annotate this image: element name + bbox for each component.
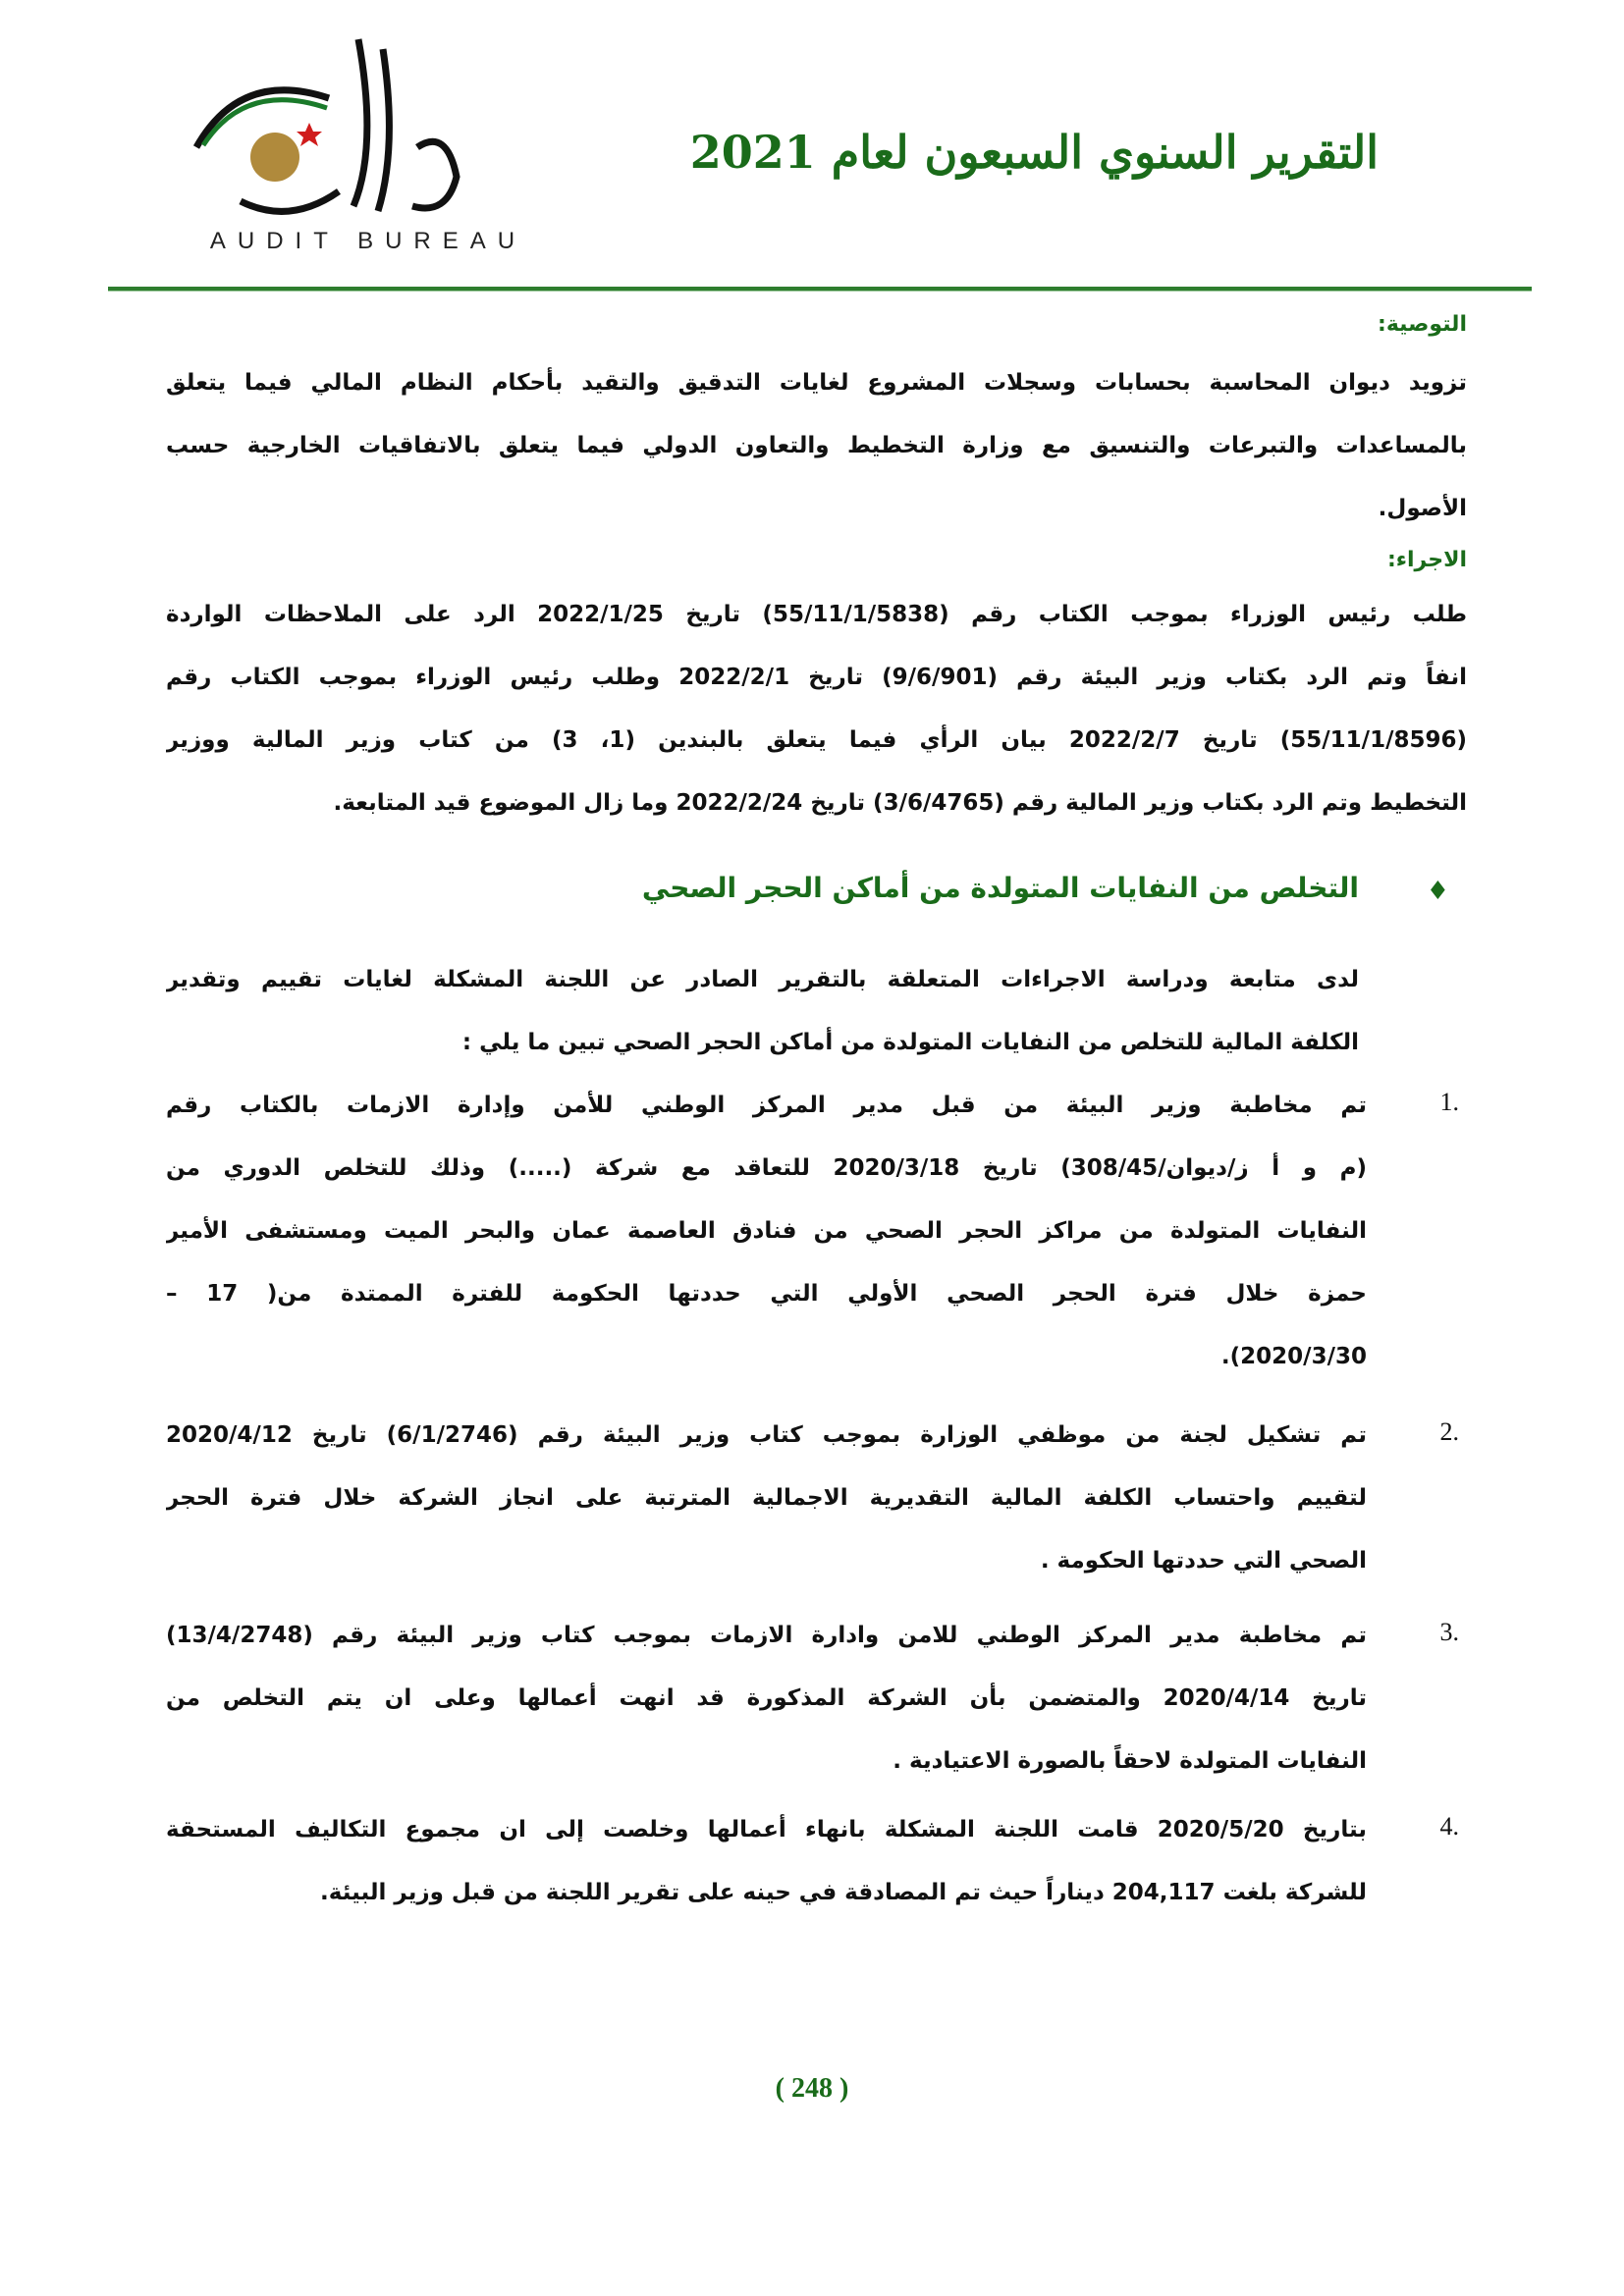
bullet-diamond-icon: ♦ xyxy=(1426,877,1449,906)
header-divider xyxy=(108,287,1532,292)
item-number: 3. xyxy=(1439,1618,1459,1646)
text-line: الكلفة المالية للتخلص من النفايات المتولدة من أماكن الحجر الصحي تبين ما يلي : xyxy=(461,1030,1359,1055)
report-title: التقرير السنوي السبعون لعام 2021 xyxy=(689,126,1379,179)
text-line: طلب رئيس الوزراء بموجب الكتاب رقم (55/11/1/5838) تاريخ 2022/1/25 الرد على الملاحظات الواردة xyxy=(166,602,1467,627)
text-line: للشركة بلغت 204,117 ديناراً حيث تم المصادقة في حينه على تقرير اللجنة من قبل وزير البيئة. xyxy=(320,1880,1367,1905)
text-line: النفايات المتولدة من مراكز الحجر الصحي من فنادق العاصمة عمان والبحر الميت ومستشفى الأمير xyxy=(166,1218,1367,1244)
logo-emblem-icon xyxy=(182,29,555,226)
action-label: الاجراء: xyxy=(1386,548,1467,572)
text-line: انفاً وتم الرد بكتاب وزير البيئة رقم (9/6/901) تاريخ 2022/2/1 وطلب رئيس الوزراء بموجب الكتاب رقم xyxy=(166,665,1467,690)
text-line: (م و أ ز/ديوان/308/45) تاريخ 2020/3/18 للتعاقد مع شركة (.....) وذلك للتخلص الدوري من xyxy=(166,1155,1367,1181)
text-line: (55/11/1/8596) تاريخ 2022/2/7 بيان الرأي فيما يتعلق بالبندين (1، 3) من كتاب وزير المالية ووزير xyxy=(166,727,1467,753)
text-line: 2020/3/30). xyxy=(1220,1344,1367,1369)
recommendation-text xyxy=(166,351,1467,540)
list-item xyxy=(166,1404,1367,1592)
action-text xyxy=(166,583,1467,834)
text-line: لدى متابعة ودراسة الاجراءات المتعلقة بالتقرير الصادر عن اللجنة المشكلة لغايات تقييم وتقدير xyxy=(166,967,1359,992)
text-line: تاريخ 2020/4/14 والمتضمن بأن الشركة المذكورة قد انهت أعمالها وعلى ان يتم التخلص من xyxy=(166,1685,1367,1711)
list-item xyxy=(166,1604,1367,1792)
text-line: بتاريخ 2020/5/20 قامت اللجنة المشكلة بانهاء أعمالها وخلصت إلى ان مجموع التكاليف المستحقة xyxy=(166,1817,1367,1842)
text-line: تم مخاطبة وزير البيئة من قبل مدير المركز الوطني للأمن وإدارة الازمات بالكتاب رقم xyxy=(166,1093,1367,1118)
recommendation-label: التوصية: xyxy=(1378,312,1467,337)
text-line: الأصول. xyxy=(1378,496,1467,521)
text-line: تم تشكيل لجنة من موظفي الوزارة بموجب كتاب وزير البيئة رقم (6/1/2746) تاريخ 2020/4/12 xyxy=(166,1422,1367,1448)
page-number: ( 248 ) xyxy=(775,2073,849,2104)
text-line: الصحي التي حددتها الحكومة . xyxy=(1040,1548,1367,1574)
section-heading: التخلص من النفايات المتولدة من أماكن الحجر الصحي xyxy=(641,872,1359,904)
text-line: التخطيط وتم الرد بكتاب وزير المالية رقم (3/6/4765) تاريخ 2022/2/24 وما زال الموضوع قيد المتابعة. xyxy=(333,790,1467,816)
list-item xyxy=(166,1798,1367,1924)
item-number: 4. xyxy=(1439,1812,1459,1841)
section-intro xyxy=(166,948,1359,1074)
logo-text: AUDIT BUREAU xyxy=(209,228,527,254)
text-line: النفايات المتولدة لاحقاً بالصورة الاعتيادية . xyxy=(893,1748,1367,1774)
item-number: 2. xyxy=(1439,1417,1459,1446)
text-line: تزويد ديوان المحاسبة بحسابات وسجلات المشروع لغايات التدقيق والتقيد بأحكام النظام المالي فيما يتعلق xyxy=(166,370,1467,396)
text-line: لتقييم واحتساب الكلفة المالية التقديرية الاجمالية المترتبة على انجاز الشركة خلال فترة الحجر xyxy=(166,1485,1367,1511)
audit-bureau-logo xyxy=(182,29,555,255)
text-line: حمزة خلال فترة الحجر الصحي الأولي التي حددتها الحكومة للفترة الممتدة من( 17 – xyxy=(166,1281,1367,1307)
text-line: تم مخاطبة مدير المركز الوطني للامن وادارة الازمات بموجب كتاب وزير البيئة رقم (13/4/2748) xyxy=(166,1623,1367,1648)
text-line: بالمساعدات والتبرعات والتنسيق مع وزارة التخطيط والتعاون الدولي فيما يتعلق بالاتفاقيات الخارجية حسب xyxy=(166,433,1467,458)
item-number: 1. xyxy=(1439,1088,1459,1116)
list-item xyxy=(166,1074,1367,1388)
